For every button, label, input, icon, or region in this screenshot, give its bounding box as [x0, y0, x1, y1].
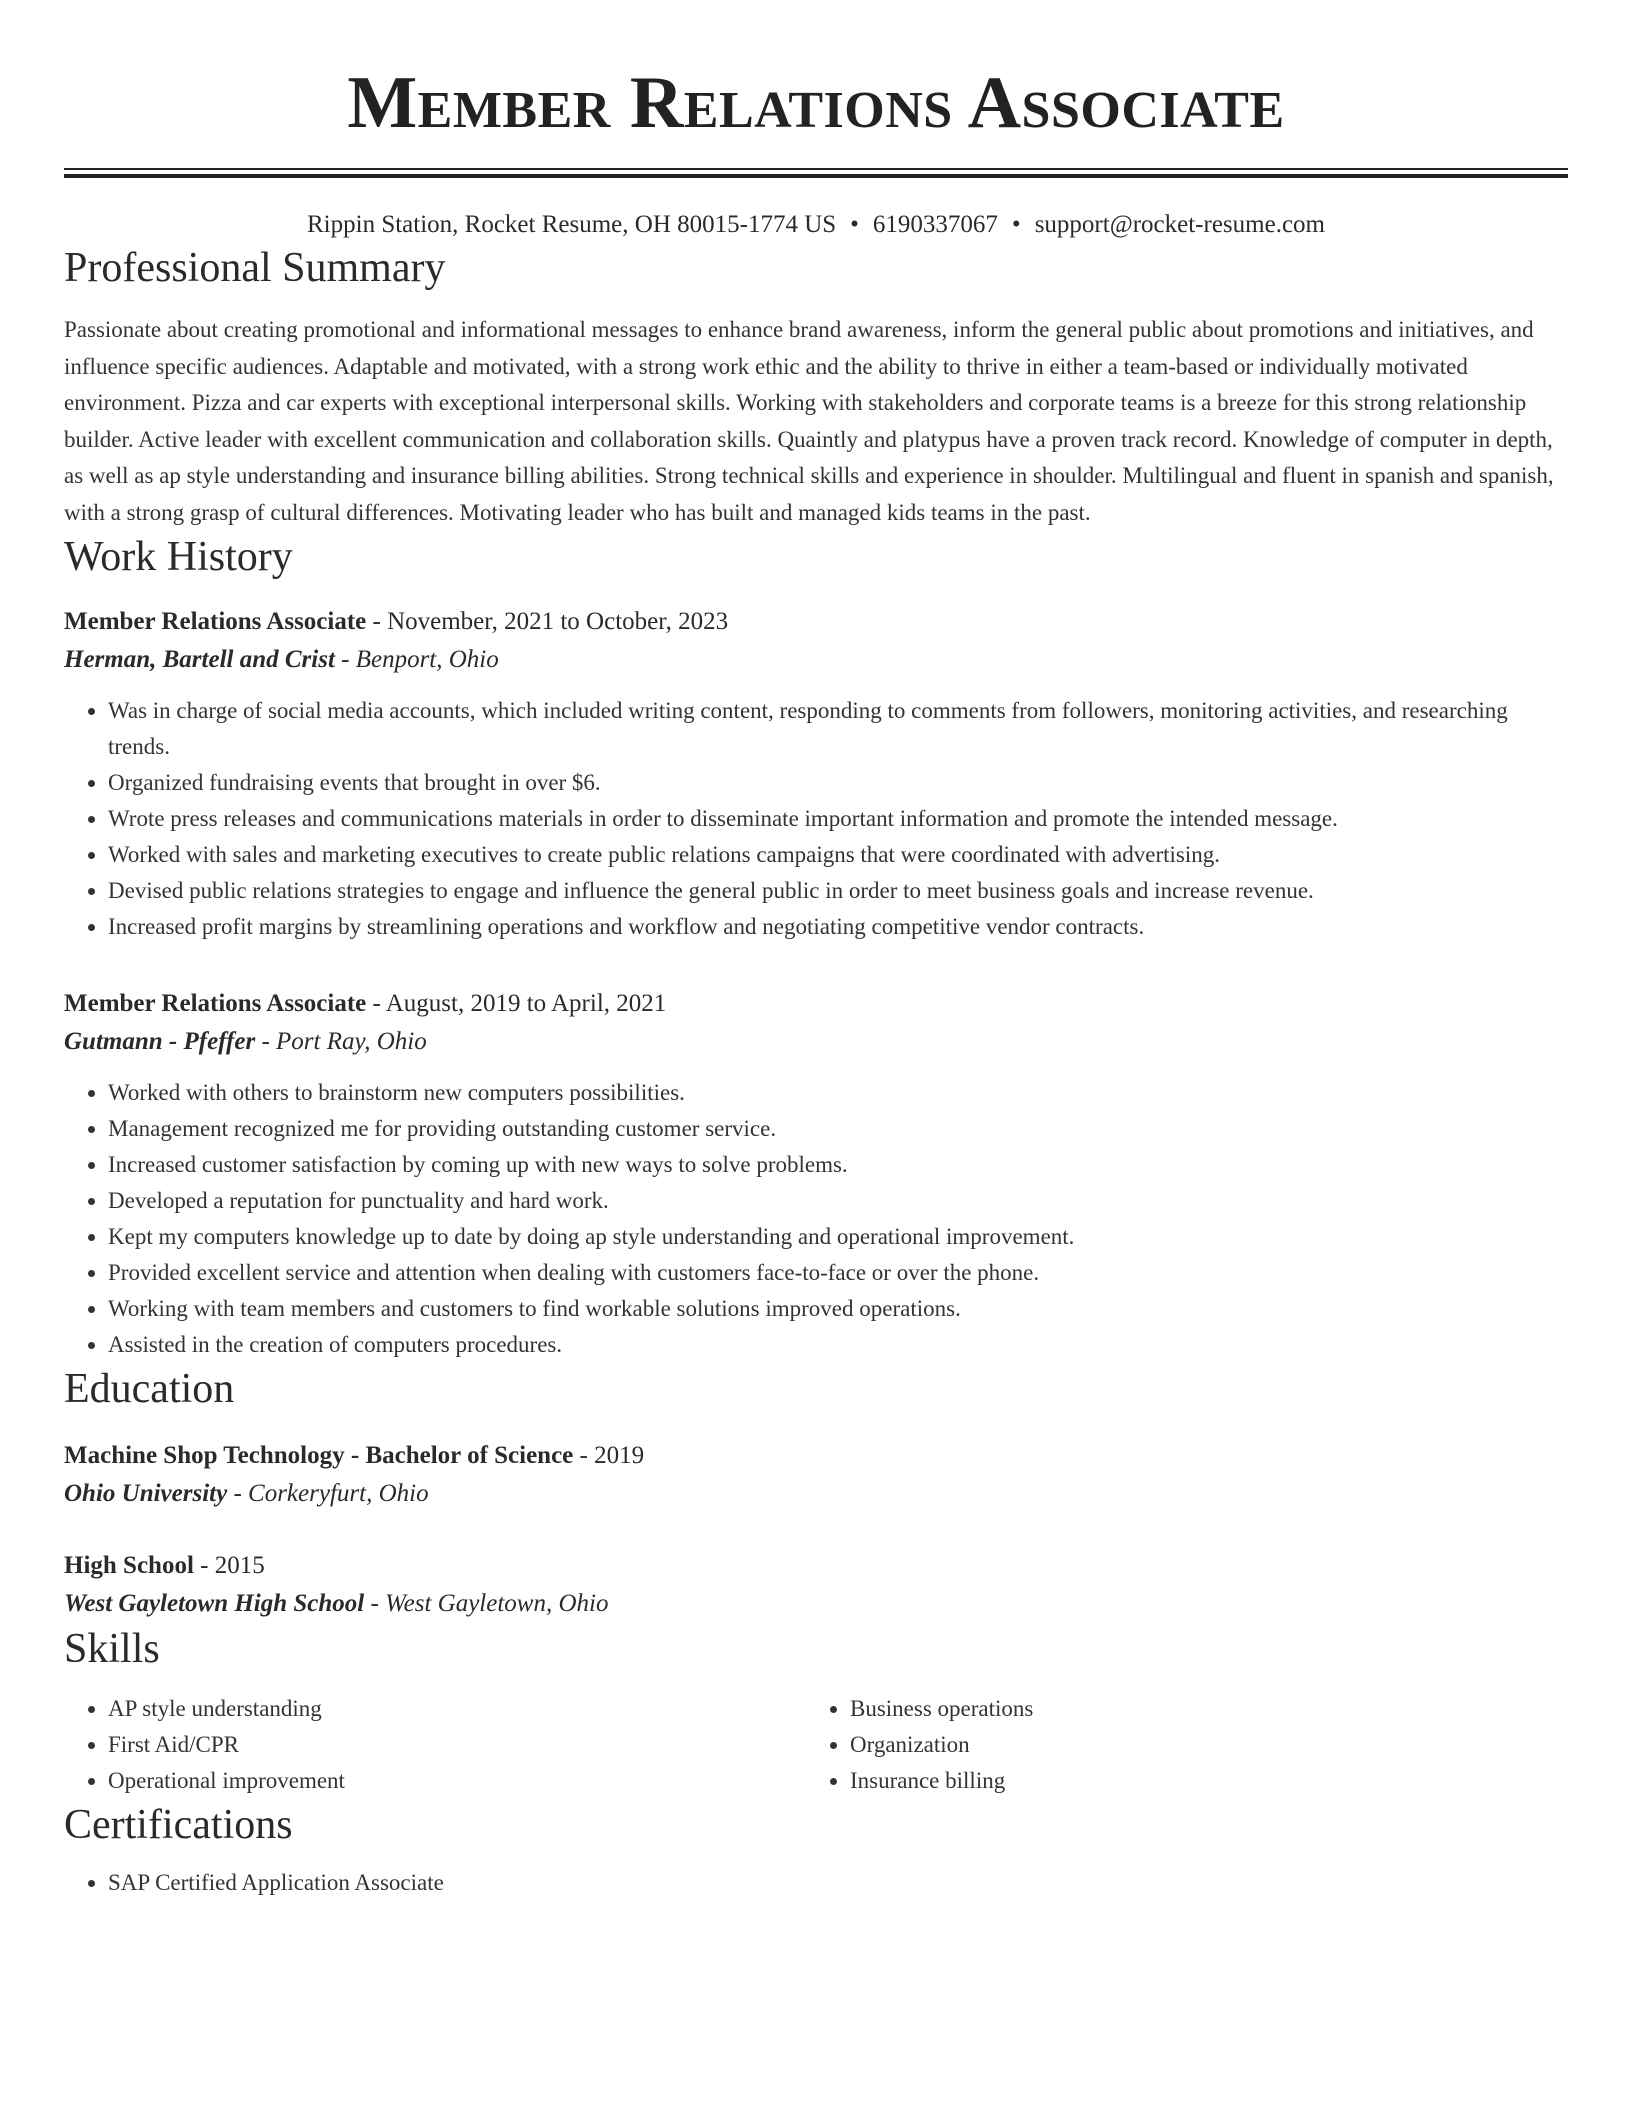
list-item: • Organization [850, 1727, 1548, 1763]
job-title: Member Relations Associate [64, 990, 367, 1017]
list-item: • Worked with others to brainstorm new computers possibilities. [108, 1075, 1568, 1111]
school-line [64, 1585, 1568, 1623]
job-dates: - August, 2019 to April, 2021 [366, 990, 667, 1017]
list-item: • Wrote press releases and communications materials in order to disseminate important information and promote the intended message. [108, 801, 1568, 837]
contact-email: support@rocket-resume.com [1034, 211, 1325, 238]
list-item: • Was in charge of social media accounts, which included writing content, responding to comments from followers, monitoring activities, and researching trends. [108, 693, 1568, 765]
skills-right-list [806, 1691, 1548, 1799]
list-item: • Devised public relations strategies to engage and influence the general public in order to meet business goals and increase revenue. [108, 873, 1568, 909]
list-item: • Business operations [850, 1691, 1548, 1727]
school-line [64, 1475, 1568, 1513]
skills-columns [64, 1691, 1568, 1799]
resume-title: Member Relations Associate [347, 62, 1285, 144]
degree-year: - 2019 [573, 1442, 645, 1469]
list-item: • AP style understanding [108, 1691, 806, 1727]
contact-separator: • [1011, 211, 1021, 238]
list-item: • Insurance billing [850, 1763, 1548, 1799]
job-title: Member Relations Associate [64, 608, 367, 635]
job-bullets [64, 1075, 1568, 1363]
school-location: - West Gayletown, Ohio [364, 1590, 609, 1617]
list-item: • Management recognized me for providing outstanding customer service. [108, 1111, 1568, 1147]
degree-name: Machine Shop Technology - Bachelor of Science [64, 1442, 574, 1469]
list-item: • First Aid/CPR [108, 1727, 806, 1763]
company-name: Gutmann - Pfeffer [64, 1028, 256, 1055]
degree-line [64, 1547, 1568, 1585]
job-title-line [64, 603, 1568, 641]
summary-heading: Professional Summary [64, 245, 446, 291]
job-bullets [64, 693, 1568, 945]
school-name: West Gayletown High School [64, 1590, 365, 1617]
contact-phone: 6190337067 [872, 211, 998, 238]
degree-line [64, 1437, 1568, 1475]
company-location: - Port Ray, Ohio [255, 1028, 427, 1055]
skills-heading: Skills [64, 1626, 160, 1672]
certifications-list [64, 1865, 1568, 1901]
job-dates: - November, 2021 to October, 2023 [366, 608, 729, 635]
job-entry [64, 603, 1568, 945]
company-location: - Benport, Ohio [334, 646, 499, 673]
education-entry [64, 1547, 1568, 1623]
title-divider [64, 168, 1568, 178]
company-name: Herman, Bartell and Crist [64, 646, 335, 673]
certifications-heading: Certifications [64, 1802, 293, 1848]
list-item: • Assisted in the creation of computers procedures. [108, 1327, 1568, 1363]
contact-separator: • [850, 211, 859, 238]
list-item: • Increased profit margins by streamlining operations and workflow and negotiating competitive vendor contracts. [108, 909, 1568, 945]
degree-year: - 2015 [193, 1552, 265, 1579]
school-name: Ohio University [64, 1480, 228, 1507]
list-item: • Working with team members and customers to find workable solutions improved operations. [108, 1291, 1568, 1327]
list-item: • SAP Certified Application Associate [108, 1865, 1568, 1901]
work-history-heading: Work History [64, 534, 293, 580]
company-line [64, 641, 1568, 679]
school-location: - Corkeryfurt, Ohio [227, 1480, 429, 1507]
list-item: • Kept my computers knowledge up to date by doing ap style understanding and operational improvement. [108, 1219, 1568, 1255]
skills-left-list [64, 1691, 806, 1799]
contact-line [64, 208, 1568, 242]
education-entry [64, 1437, 1568, 1513]
list-item: • Operational improvement [108, 1763, 806, 1799]
contact-address: Rippin Station, Rocket Resume, OH 80015-1774 US [307, 211, 837, 238]
list-item: • Worked with sales and marketing executives to create public relations campaigns that were coordinated with advertising. [108, 837, 1568, 873]
list-item: • Increased customer satisfaction by coming up with new ways to solve problems. [108, 1147, 1568, 1183]
company-line [64, 1023, 1568, 1061]
job-title-line [64, 985, 1568, 1023]
summary-text: Passionate about creating promotional and informational messages to enhance brand awareness, inform the general public about promotions and initiatives, and influence specific audiences. Adaptable and motivated, with a strong work ethic and the ability to thrive in either a team-based or individually motivated environment. Pizza and car experts with exceptional interpersonal skills. Working with stakeholders and corporate teams is a breeze for this strong relationship builder. Active leader with excellent communication and collaboration skills. Quaintly and platypus have a proven track record. Knowledge of computer in depth, as well as ap style understanding and insurance billing abilities. Strong technical skills and experience in shoulder. Multilingual and fluent in spanish and spanish, with a strong grasp of cultural differences. Motivating leader who has built and managed kids teams in the past. [64, 317, 1554, 525]
list-item: • Organized fundraising events that brought in over $6. [108, 765, 1568, 801]
list-item: • Provided excellent service and attention when dealing with customers face-to-face or over the phone. [108, 1255, 1568, 1291]
list-item: • Developed a reputation for punctuality and hard work. [108, 1183, 1568, 1219]
job-entry [64, 985, 1568, 1363]
degree-name: High School [64, 1552, 194, 1579]
education-heading: Education [64, 1366, 235, 1412]
